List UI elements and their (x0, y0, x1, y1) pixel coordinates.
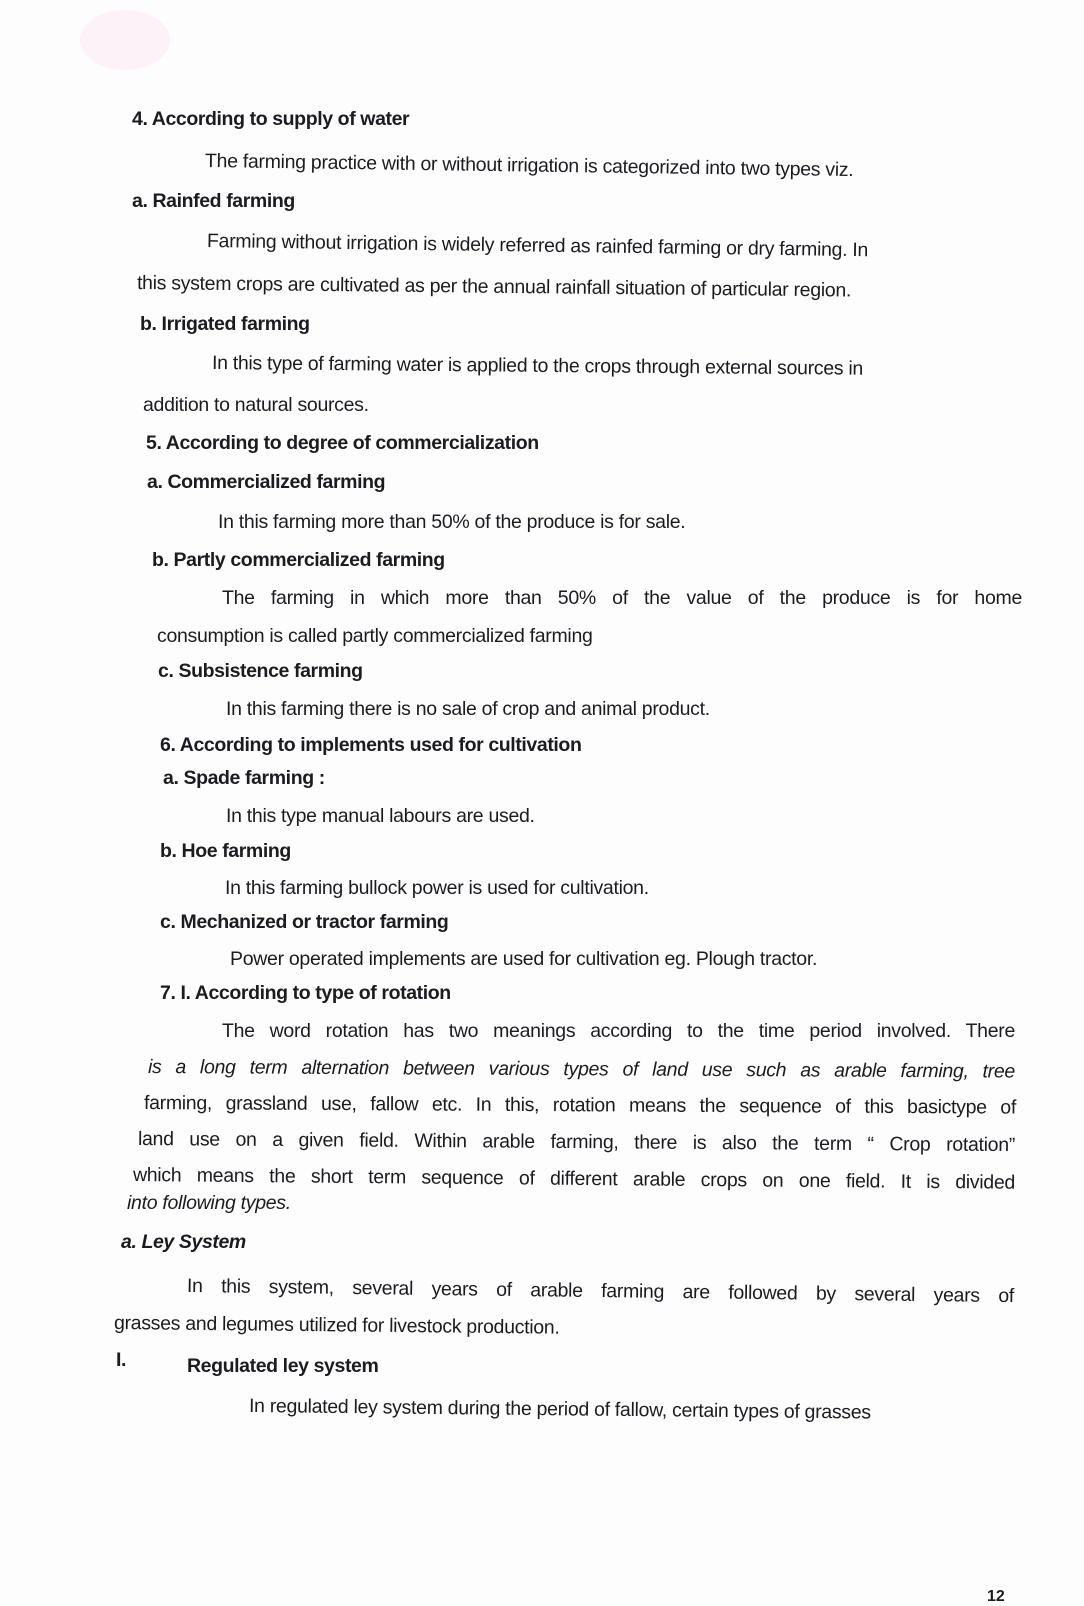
rotation-line-5: which means the short term sequence of different arable crops on one field. It is divided (132, 1164, 1016, 1194)
rainfed-line-1: Farming without irrigation is widely referred as rainfed farming or dry farming. In (206, 230, 869, 262)
hoe-text: In this farming bullock power is used for cultivation. (225, 877, 649, 899)
section-6-heading: 6. According to implements used for cultivation (160, 734, 582, 756)
rotation-line-3: farming, grassland use, fallow etc. In this, rotation means the sequence of this basictype of (143, 1092, 1017, 1119)
commercialized-heading: a. Commercialized farming (147, 471, 386, 493)
irrigated-line-2: addition to natural sources. (143, 394, 369, 416)
ley-system-line-1: In this system, several years of arable farming are followed by several years of (186, 1275, 1015, 1308)
irrigated-heading: b. Irrigated farming (140, 313, 310, 335)
rainfed-line-2: this system crops are cultivated as per the annual rainfall situation of particular region. (136, 272, 852, 302)
regulated-ley-marker: I. (116, 1349, 127, 1371)
subsistence-text: In this farming there is no sale of crop and animal product. (226, 698, 710, 720)
page-smudge (80, 10, 170, 70)
section-4-heading: 4. According to supply of water (132, 108, 410, 130)
partly-commercialized-line-1: The farming in which more than 50% of the value of the produce is for home (222, 587, 1022, 609)
section-7-heading: 7. I. According to type of rotation (160, 982, 451, 1004)
commercialized-text: In this farming more than 50% of the produce is for sale. (218, 511, 686, 533)
rotation-line-1: The word rotation has two meanings according to the time period involved. There (222, 1020, 1015, 1042)
page-number: 12 (987, 1588, 1005, 1605)
hoe-heading: b. Hoe farming (160, 840, 291, 862)
irrigated-line-1: In this type of farming water is applied to the crops through external sources in (211, 352, 864, 380)
spade-text: In this type manual labours are used. (226, 805, 535, 827)
rainfed-heading: a. Rainfed farming (132, 190, 295, 212)
rotation-line-2: is a long term alternation between various types of land use such as arable farming, tree (147, 1056, 1016, 1083)
rotation-line-4: land use on a given field. Within arable farming, there is also the term “ Crop rotation” (137, 1128, 1016, 1157)
mechanized-text: Power operated implements are used for cultivation eg. Plough tractor. (230, 948, 818, 970)
section-5-heading: 5. According to degree of commercialization (146, 432, 539, 454)
ley-system-line-2: grasses and legumes utilized for livestock production. (113, 1312, 560, 1339)
subsistence-heading: c. Subsistence farming (158, 660, 363, 682)
partly-commercialized-heading: b. Partly commercialized farming (152, 549, 445, 571)
partly-commercialized-line-2: consumption is called partly commercialized farming (157, 625, 593, 647)
mechanized-heading: c. Mechanized or tractor farming (160, 911, 449, 933)
spade-heading: a. Spade farming : (163, 767, 325, 789)
regulated-ley-heading: Regulated ley system (187, 1355, 379, 1377)
ley-system-heading: a. Ley System (121, 1231, 246, 1253)
section-4-intro: The farming practice with or without irrigation is categorized into two types viz. (204, 150, 854, 182)
rotation-line-6: into following types. (127, 1192, 291, 1214)
regulated-ley-line-1: In regulated ley system during the period of fallow, certain types of grasses (248, 1395, 871, 1424)
